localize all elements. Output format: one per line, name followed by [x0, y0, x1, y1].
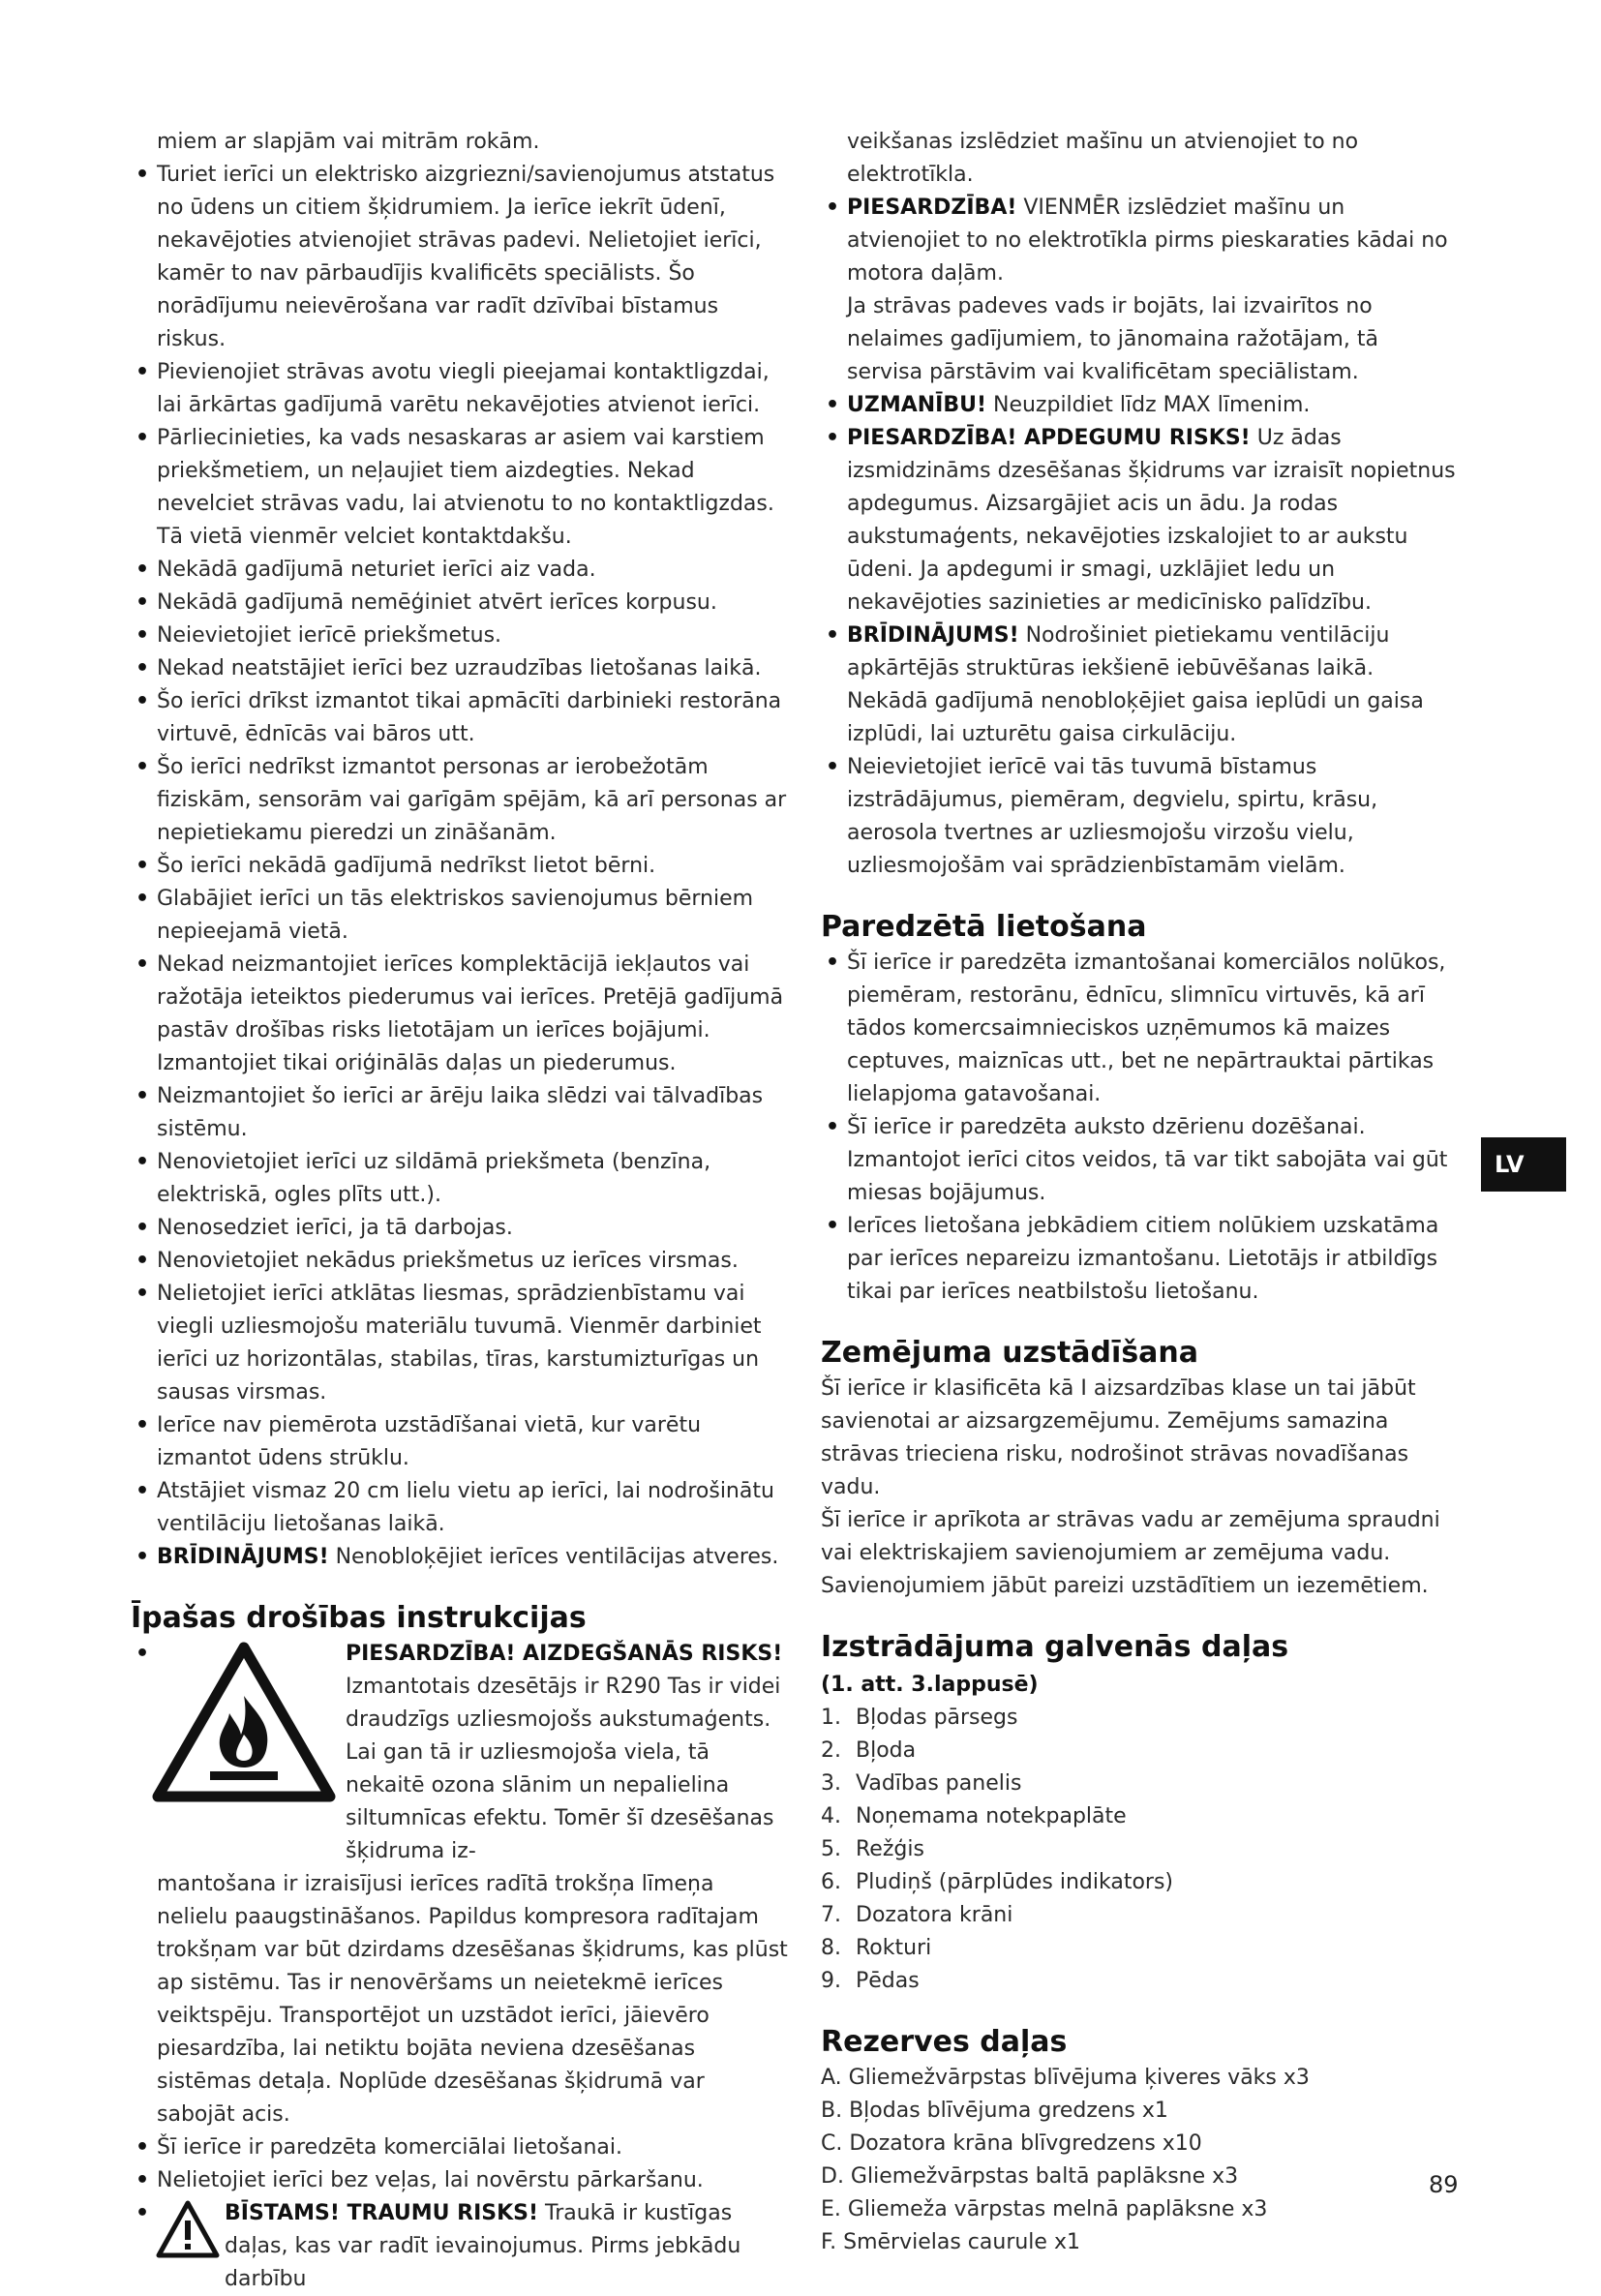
section-heading-intended-use: Paredzētā lietošana [821, 910, 1147, 944]
section-heading-special-safety: Īpašas drošības instrukcijas [131, 1601, 587, 1635]
list-item: • Nelietojiet ierīci bez veļas, lai novērstu pārkaršanu. [131, 2164, 789, 2197]
paragraph: Šī ierīce ir klasificēta kā I aizsardzības klase un tai jābūt savienotai ar aizsargzemējumu. Zemējums samazina strāvas trieciena risku, nodrošinot strāvas novadīšanas vadu. [821, 1376, 1416, 1499]
list-item: • Neievietojiet ierīcē priekšmetus. [131, 619, 789, 652]
list-item [821, 422, 1460, 619]
item-label: Bļodas pārsegs [856, 1706, 1018, 1730]
section-heading-spare-parts: Rezerves daļas [821, 2025, 1068, 2059]
list-item: • Atstājiet vismaz 20 cm lielu vietu ap ierīci, lai nodrošinātu ventilāciju lietošanas laikā. [131, 1475, 789, 1541]
item-number: 9. [821, 1969, 841, 1993]
warning-keyword: PIESARDZĪBA! APDEGUMU RISKS! [847, 426, 1251, 450]
item-label: Pēdas [856, 1969, 920, 1993]
list-item: • Nenosedziet ierīci, ja tā darbojas. [131, 1212, 789, 1245]
left-column [131, 126, 789, 2296]
list-item: • Šī ierīce ir paredzēta auksto dzērienu dozēšanai. Izmantojot ierīci citos veidos, tā var tikt sabojāta vai gūt miesas bojājumus. [821, 1111, 1460, 1210]
item-number: 2. [821, 1738, 841, 1763]
list-item: D. Gliemežvārpstas baltā paplāksne x3 [821, 2164, 1239, 2189]
list-item: • Šo ierīci nekādā gadījumā nedrīkst lietot bērni. [131, 850, 789, 883]
item-number: 6. [821, 1870, 841, 1894]
list-item: • Turiet ierīci un elektrisko aizgriezni/savienojumus atstatus no ūdens un citiem šķidrumiem. Ja ierīce iekrīt ūdenī, nekavējoties atvienojiet strāvas padevi. Nelietojiet ierīci, kamēr to nav pārbaudījis kvalificēts speciālists. Šo norādījumu neievērošana var radīt dzīvībai bīstamus riskus. [131, 159, 789, 356]
flammable-warning-block: • PIESARDZĪBA! AIZDEGŠANĀS RISKS! Izmantotais dzesētājs ir R290 Tas ir videi draudzīgs uzliesmojošs aukstumaģents. Lai gan tā ir uzliesmojoša viela, tā nekaitē ozona slānim un nepalielina siltumnīcas efektu. Tomēr šī dzesēšanas šķidruma iz- mantošana ir izraisījusi ierīces radītā trokšņa līmeņa nelielu paaugstināšanos. Papildus kompresora radītajam trokšņam var būt dzirdams dzesēšanas šķidrums, kas plūst ap sistēmu. Tas ir nenovēršams un neietekmē ierīces veiktspēju. Transportējot un uzstādot ierīci, jāievēro piesardzība, lai netiktu bojāta neviena dzesēšanas sistēmas detaļa. Noplūde dzesēšanas šķidrumā var sabojāt acis. [131, 1638, 789, 2131]
list-item [131, 1541, 789, 1574]
list-item: E. Gliemeža vārpstas melnā paplāksne x3 [821, 2197, 1268, 2221]
list-item: • Ierīce nav piemērota uzstādīšanai vietā, kur varētu izmantot ūdens strūklu. [131, 1409, 789, 1475]
warning-keyword: BĪSTAMS! TRAUMU RISKS! [225, 2201, 539, 2225]
list-item [821, 619, 1460, 751]
list-item: • Nenovietojiet ierīci uz sildāmā priekšmeta (benzīna, elektriskā, ogles plīts utt.). [131, 1146, 789, 1212]
item-label: Bļoda [856, 1738, 917, 1763]
list-item: • Glabājiet ierīci un tās elektriskos savienojumus bērniem nepieejamā vietā. [131, 883, 789, 949]
warning-keyword: PIESARDZĪBA! [847, 196, 1017, 220]
list-item: • Nekad neizmantojiet ierīces komplektācijā iekļautos vai ražotāja ieteiktos piederumus vai ierīces. Pretējā gadījumā pastāv drošības risks lietotājam un ierīces bojājumi. Izmantojiet tikai oriģinālās daļas un piederumus. [131, 949, 789, 1080]
list-item: C. Dozatora krāna blīvgredzens x10 [821, 2131, 1202, 2156]
warning-text: Uz ādas izsmidzināms dzesēšanas šķidrums var izraisīt nopietnus apdegumus. Aizsargājiet acis un ādu. Ja rodas aukstumaģents, nekavējoties izskalojiet to ar aukstu ūdeni. Ja apdegumi ir smagi, uzklājiet ledu un nekavējoties sazinieties ar medicīnisko palīdzību. [847, 426, 1456, 615]
list-item [821, 389, 1460, 422]
list-item: • Ierīces lietošana jebkādiem citiem nolūkiem uzskatāma par ierīces nepareizu izmantošanu. Lietotājs ir atbildīgs tikai par ierīces neatbilstošu lietošanu. [821, 1210, 1460, 1309]
item-label: Rokturi [856, 1936, 932, 1960]
text-continuation: veikšanas izslēdziet mašīnu un atvienojiet to no elektrotīkla. [847, 130, 1359, 187]
item-label: Dozatora krāni [856, 1903, 1013, 1927]
list-item [821, 1866, 1460, 1899]
list-item: • Pārliecinieties, ka vads nesaskaras ar asiem vai karstiem priekšmetiem, un neļaujiet tiem aizdegties. Nekad nevelciet strāvas vadu, lai atvienotu to no kontaktligzdas. Tā vietā vienmēr velciet kontaktdakšu. [131, 422, 789, 554]
language-tab: LV [1481, 1137, 1566, 1192]
list-item: A. Gliemežvārpstas blīvējuma ķiveres vāks x3 [821, 2066, 1310, 2090]
item-label: Vadības panelis [856, 1771, 1022, 1796]
figure-reference: (1. att. 3.lappusē) [821, 1673, 1039, 1697]
item-number: 5. [821, 1837, 841, 1861]
warning-keyword: PIESARDZĪBA! AIZDEGŠANĀS RISKS! [346, 1642, 783, 1666]
list-item [821, 1702, 1460, 1735]
item-number: 8. [821, 1936, 841, 1960]
item-number: 7. [821, 1903, 841, 1927]
list-item [821, 1767, 1460, 1800]
warning-text: Neuzpildiet līdz MAX līmenim. [986, 393, 1311, 417]
trauma-warning-block: • BĪSTAMS! TRAUMU RISKS! Traukā ir kustīgas daļas, kas var radīt ievainojumus. Pirms jebkādu darbību [131, 2197, 789, 2296]
text-continuation: miem ar slapjām vai mitrām rokām. [157, 130, 540, 154]
warning-text: Nodrošiniet pietiekamu ventilāciju apkārtējās struktūras iekšienē iebūvēšanas laikā. Nekādā gadījumā nenobloķējiet gaisa ieplūdi un gaisa izplūdi, lai uzturētu gaisa cirkulāciju. [847, 623, 1424, 746]
list-item: • Nenovietojiet nekādus priekšmetus uz ierīces virsmas. [131, 1245, 789, 1278]
spare-parts-list [821, 2062, 1460, 2259]
list-item: • Šī ierīce ir paredzēta izmantošanai komerciālos nolūkos, piemēram, restorānu, ēdnīcu, slimnīcu virtuvēs, kā arī tādos komercsaimnieciskos uzņēmumos kā maizes ceptuves, maiznīcas utt., bet ne nepārtrauktai pārtikas lielapjoma gatavošanai. [821, 947, 1460, 1111]
list-item [821, 1833, 1460, 1866]
list-item [821, 1932, 1460, 1965]
list-item [821, 1899, 1460, 1932]
right-column [821, 126, 1460, 2259]
item-label: Režģis [856, 1837, 924, 1861]
list-item: • Šo ierīci drīkst izmantot tikai apmācīti darbinieki restorāna virtuvē, ēdnīcās vai bāros utt. [131, 685, 789, 751]
warning-text: Nenobloķējiet ierīces ventilācijas atveres. [328, 1545, 779, 1569]
list-item: • Nekādā gadījumā nemēģiniet atvērt ierīces korpusu. [131, 587, 789, 619]
item-number: 1. [821, 1706, 841, 1730]
list-item [821, 1735, 1460, 1767]
parts-list [821, 1702, 1460, 1998]
caution-triangle-icon [155, 2199, 221, 2259]
list-item: • Pievienojiet strāvas avotu viegli pieejamai kontaktligzdai, lai ārkārtas gadījumā varētu nekavējoties atvienot ierīci. [131, 356, 789, 422]
warning-text: Traukā ir kustīgas daļas, kas var radīt ievainojumus. Pirms jebkādu darbību [225, 2201, 741, 2291]
list-item: • Šī ierīce ir paredzēta komerciālai lietošanai. [131, 2131, 789, 2164]
text-continuation: Ja strāvas padeves vads ir bojāts, lai izvairītos no nelaimes gadījumiem, to jānomaina ražotājam, tā servisa pārstāvim vai kvalificētam speciālistam. [847, 294, 1378, 384]
flammable-warning-continuation: mantošana ir izraisījusi ierīces radītā trokšņa līmeņa nelielu paaugstināšanos. Papildus kompresora radītajam trokšņam var būt dzirdams dzesēšanas šķidrums, kas plūst ap sistēmu. Tas ir nenovēršams un neietekmē ierīces veiktspēju. Transportējot un uzstādot ierīci, jāievēro piesardzība, lai netiktu bojāta neviena dzesēšanas sistēmas detaļa. Noplūde dzesēšanas šķidrumā var sabojāt acis. [157, 1872, 788, 2127]
list-item: B. Bļodas blīvējuma gredzens x1 [821, 2099, 1168, 2123]
warning-text: Izmantotais dzesētājs ir R290 Tas ir videi draudzīgs uzliesmojošs aukstumaģents. Lai gan tā ir uzliesmojoša viela, tā nekaitē ozona slānim un nepalielina siltumnīcas efektu. Tomēr šī dzesēšanas šķidruma iz- [346, 1675, 781, 1863]
warning-keyword: BRĪDINĀJUMS! [847, 623, 1019, 648]
list-item [821, 1965, 1460, 1998]
list-item: • Nekādā gadījumā neturiet ierīci aiz vada. [131, 554, 789, 587]
item-label: Pludiņš (pārplūdes indikators) [856, 1870, 1173, 1894]
item-label: Noņemama notekpaplāte [856, 1804, 1127, 1828]
section-heading-grounding: Zemējuma uzstādīšana [821, 1336, 1199, 1370]
list-item: • Neizmantojiet šo ierīci ar ārēju laika slēdzi vai tālvadības sistēmu. [131, 1080, 789, 1146]
list-item: • Nekad neatstājiet ierīci bez uzraudzības lietošanas laikā. [131, 652, 789, 685]
flammable-warning-icon [152, 1642, 336, 1806]
section-heading-main-parts: Izstrādājuma galvenās daļas [821, 1630, 1289, 1664]
warning-text: VIENMĒR izslēdziet mašīnu un atvienojiet to no elektrotīkla pirms pieskaraties kādai no motora daļām. [847, 196, 1448, 286]
page-number: 89 [1429, 2171, 1459, 2198]
list-item: F. Smērvielas caurule x1 [821, 2230, 1080, 2254]
list-item: • Šo ierīci nedrīkst izmantot personas ar ierobežotām fiziskām, sensorām vai garīgām spējām, kā arī personas ar nepietiekamu pieredzi un zināšanām. [131, 751, 789, 850]
paragraph: Šī ierīce ir aprīkota ar strāvas vadu ar zemējuma spraudni vai elektriskajiem savienojumiem ar zemējuma vadu. Savienojumiem jābūt pareizi uzstādītiem un iezemētiem. [821, 1508, 1440, 1598]
warning-keyword: UZMANĪBU! [847, 393, 986, 417]
item-number: 4. [821, 1804, 841, 1828]
flammable-warning-text [346, 1638, 789, 1868]
trauma-warning-text [225, 2197, 789, 2296]
warning-keyword: BRĪDINĀJUMS! [157, 1545, 329, 1569]
list-item [821, 192, 1460, 290]
list-item [821, 1800, 1460, 1833]
item-number: 3. [821, 1771, 841, 1796]
list-item: • Neievietojiet ierīcē vai tās tuvumā bīstamus izstrādājumus, piemēram, degvielu, spirtu, krāsu, aerosola tvertnes ar uzliesmojošu virzošu vielu, uzliesmojošām vai sprādzienbīstamām vielām. [821, 751, 1460, 883]
list-item: • Nelietojiet ierīci atklātas liesmas, sprādzienbīstamu vai viegli uzliesmojošu materiālu tuvumā. Vienmēr darbiniet ierīci uz horizontālas, stabilas, tīras, karstumizturīgas un sausas virsmas. [131, 1278, 789, 1409]
